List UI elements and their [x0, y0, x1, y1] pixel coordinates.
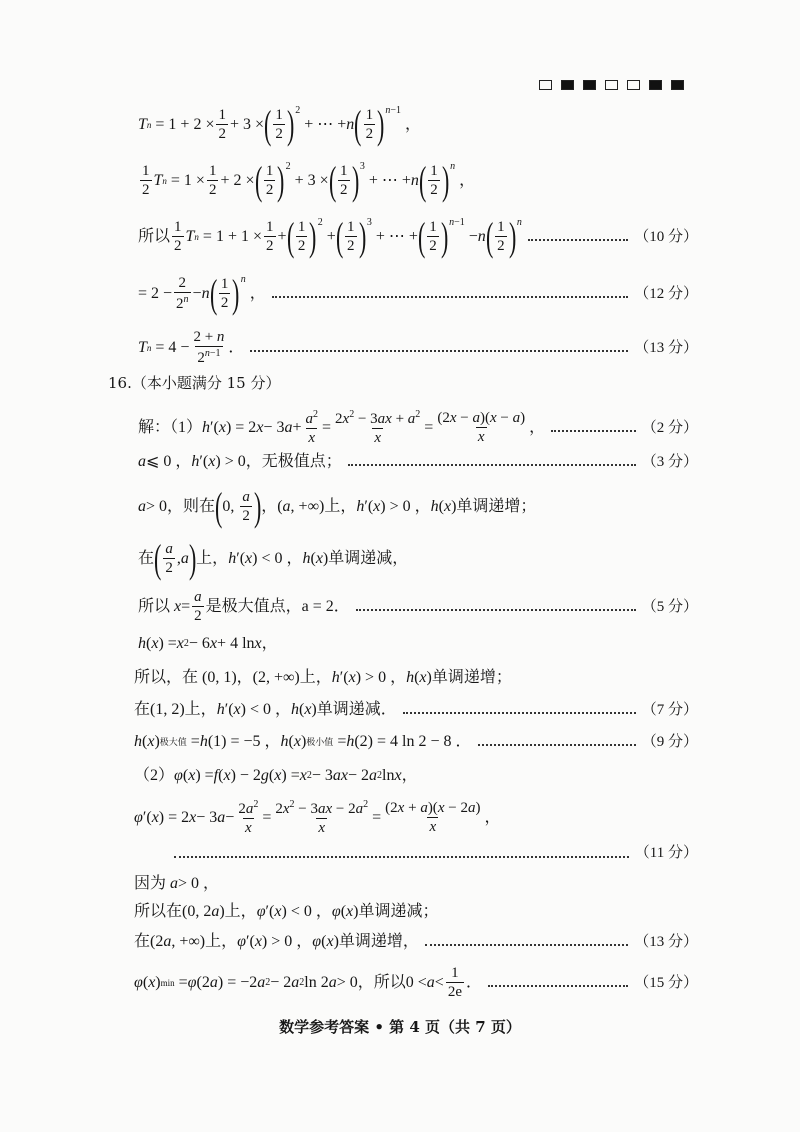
- part2-phi: （2） φ ( x ) = f ( x ) − 2 g ( x ) = x 2 − 3 ax − 2 a 2 ln x ，: [134, 767, 418, 784]
- decreasing-interval: 在 ( $\frac{a}{2}$ , a ) 上， h ′( x ) < 0 ， h ( x ) 单调递减，: [138, 536, 409, 581]
- score-5: （5 分）: [641, 598, 698, 615]
- score-3: （3 分）: [641, 453, 698, 470]
- eq-derivative: 解：（1） h ′( x ) = 2 x − 3 a + $\frac{a^2}{x}$ = $\frac{2x^2 - 3ax + a^2}{x}$ = $\frac{(2x - a)(x - a)}{x}$ ， （2 分）: [138, 409, 698, 446]
- eq-tn: T n = 1 + 2 × $\frac{1}{2}$ + 3 × ( $\frac{1}{2}$ ) $^2$ + ⋯ + n ( $\frac{1}{2}$ ) $^{n -1}$ ，: [138, 102, 422, 147]
- eq-h: h ( x ) = x 2 − 6 x + 4 ln x ，: [138, 635, 278, 652]
- decrease-interval: 在 (1, 2) 上， h ′( x ) < 0 ， h ( x ) 单调递减． （7 分）: [134, 701, 698, 718]
- max-point: 所以 x = $\frac{a}{2}$ 是极大值点， a = 2． （5 分）: [138, 589, 698, 624]
- page-footer: 数学参考答案 • 第 4 页（共 7 页）: [279, 1018, 521, 1036]
- score-11: （11 分）: [634, 845, 698, 861]
- problem-title: （本小题满分 15 分）: [131, 374, 281, 392]
- score-10: （10 分）: [634, 228, 698, 245]
- header-marks: [539, 80, 684, 90]
- score-12: （12 分）: [634, 285, 698, 302]
- case-a-nonpositive: a ⩽ 0 ， h ′( x ) > 0 ，无极值点； （3 分）: [138, 453, 698, 470]
- header-mark-empty: [605, 80, 618, 90]
- header-mark-filled: [671, 80, 684, 90]
- increase-intervals: 所以，在 (0, 1)，(2, +∞) 上， h ′( x ) > 0 ， h ( x ) 单调递增；: [134, 669, 512, 686]
- score-13b: （13 分）: [634, 933, 698, 950]
- eq-subtract: 所以 $\frac{1}{2}$ T n = 1 + 1 × $\frac{1}{2}$ + ( $\frac{1}{2}$ ) $^2$ + ( $\frac{1}{2}$ ) $^3$ + ⋯ + ( $\frac{1}{2}$ ) $^{n -1}$ − n ( $\frac{1}{2}$ ) $^n$ （10 分）: [138, 214, 698, 259]
- score-line-11: [174, 846, 698, 861]
- header-mark-empty: [539, 80, 552, 90]
- phi-increasing: 在 (2 a , +∞) 上， φ ′( x ) > 0 ， φ ( x ) 单调递增， （13 分）: [134, 933, 698, 950]
- phi-derivative: φ ′( x ) = 2 x − 3 a − $\frac{2a^2}{x}$ = $\frac{2x^2 - 3ax - 2a^2}{x}$ = $\frac{(2x + a)(x - 2a)}{x}$ ，: [134, 799, 501, 836]
- since-a-positive: 因为 a > 0 ，: [134, 875, 220, 892]
- problem-number: 16.: [108, 374, 132, 392]
- eq-tn-result: T n = 4 − $\frac{2 + n}{2^{n-1}}$ ． （13 分）: [138, 329, 698, 366]
- eq-half-tn: $\frac{1}{2}$ T n = 1 × $\frac{1}{2}$ + 2 × ( $\frac{1}{2}$ ) $^2$ + 3 × ( $\frac{1}{2}$ ) $^3$ + ⋯ + n ( $\frac{1}{2}$ ) $^n$ ，: [142, 158, 476, 203]
- score-7: （7 分）: [641, 701, 698, 718]
- score-2: （2 分）: [641, 419, 698, 436]
- header-mark-filled: [649, 80, 662, 90]
- extreme-values: h ( x ) 极大值 = h (1) = −5 ， h ( x ) 极小值 = h (2) = 4 ln 2 − 8 ． （9 分）: [134, 733, 698, 750]
- problem-16-header: [108, 376, 280, 391]
- phi-decreasing: 所以在 (0, 2 a ) 上， φ ′( x ) < 0 ， φ ( x ) 单调递减；: [134, 903, 439, 920]
- score-15: （15 分）: [634, 974, 698, 991]
- header-mark-filled: [583, 80, 596, 90]
- case-a-positive: a > 0 ，则在 ( 0, $\frac{a}{2}$ ) ，( a , +∞) 上， h ′( x ) > 0 ， h ( x ) 单调递增；: [138, 484, 537, 529]
- score-9: （9 分）: [641, 733, 698, 750]
- eq-sum: = 2 − $\frac{2}{2^n}$ − n ( $\frac{1}{2}$ ) $^n$ ， （12 分）: [138, 271, 698, 316]
- header-mark-filled: [561, 80, 574, 90]
- leader-dots: [528, 239, 628, 241]
- phi-min: φ ( x ) min = φ (2 a ) = −2 a 2 − 2 a 2 ln 2 a > 0 ，所以 0 < a < $\frac{1}{2e}$ ． （15 分）: [134, 965, 698, 1000]
- score-13a: （13 分）: [634, 339, 698, 356]
- header-mark-empty: [627, 80, 640, 90]
